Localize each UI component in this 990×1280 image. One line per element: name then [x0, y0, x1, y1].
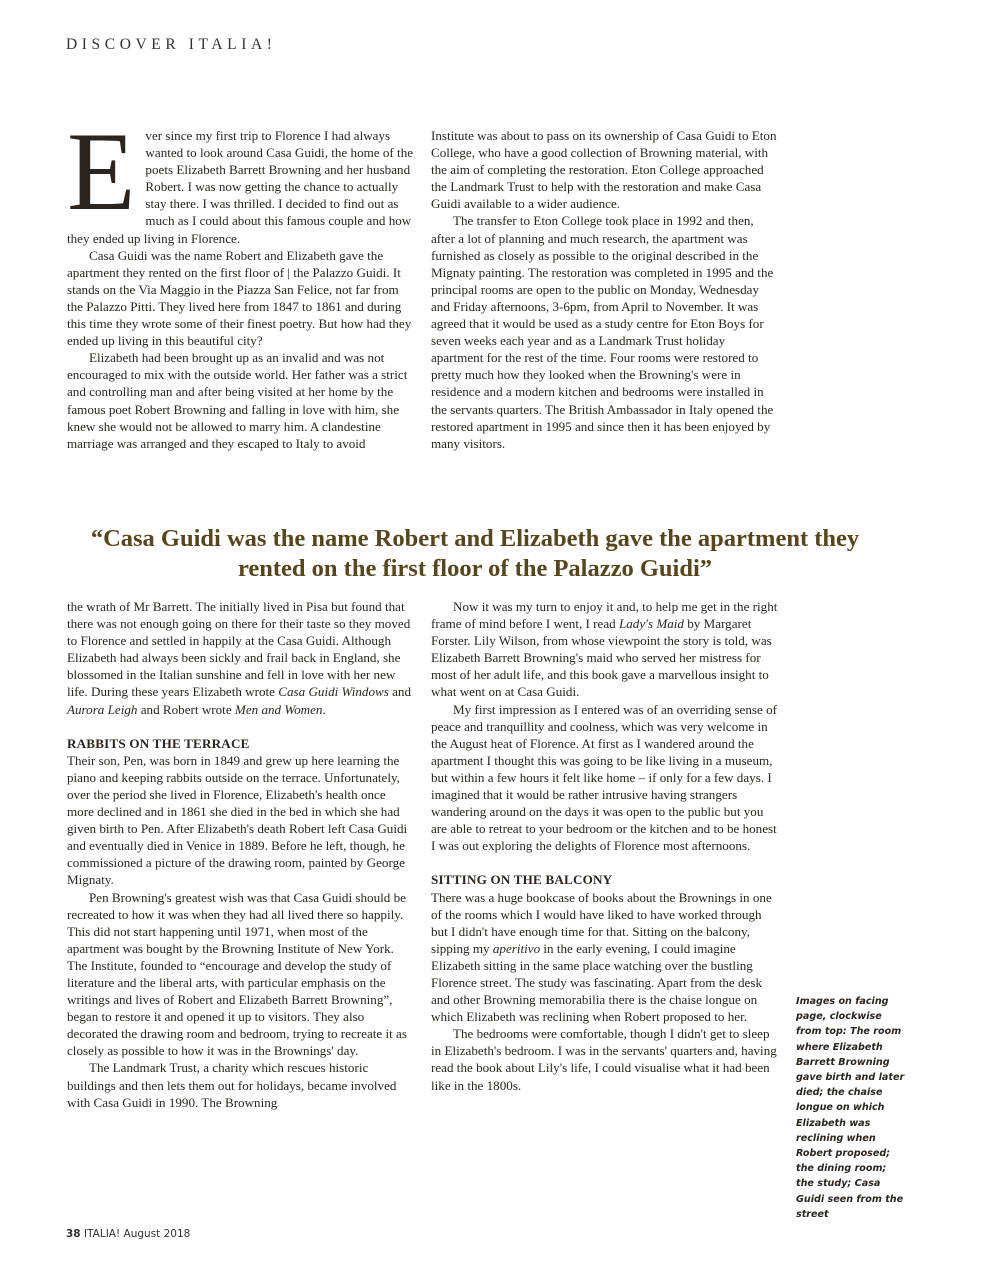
paragraph-text: the wrath of Mr Barrett. The initially lived in Pisa but found that there was not enough going on there for their taste so they moved to Florence and settled in happily at the Casa Guidi. Although Elizabeth had always been sickly and frail back in England, she blossomed in the Italian sunshine and fell in love with her new life. During these years Elizabeth wrote — [67, 599, 411, 700]
paragraph-text: ver since my first trip to Florence I had always wanted to look around Casa Guidi, the home of the poets Elizabeth Barrett Browning and her husband Robert. I was now getting the chance to actually stay there. I was thrilled. I decided to find out as much as I could about this famous couple and how they ended up living in Florence. — [67, 128, 414, 246]
column-3 — [67, 598, 415, 1111]
italic-word: aperitivo — [492, 940, 541, 956]
publication-info: ITALIA! August 2018 — [83, 1228, 191, 1240]
paragraph: My first impression as I entered was of an overriding sense of peace and tranquillity and coolness, which was very welcome in the August heat of Florence. At first as I wandered around the apartment I thought this was going to be like living in a museum, but within a few hours it felt like home – if only for a few days. I imagined that it would be rather intrusive having strangers wandering around on the days it was open to the public but you are able to retreat to your bedroom or the kitchen and to be honest I was out exploring the delights of Florence most afternoons. — [431, 701, 777, 854]
work-title: Aurora Leigh — [67, 701, 138, 717]
image-caption: Images on facing page, clockwise from top: The room where Elizabeth Barrett Browning gave birth and later died; the chaise longue on which Elizabeth was reclining when Robert proposed; the dining room; the study; Casa Guidi seen from the street — [796, 996, 905, 1220]
page-number: 38 — [66, 1228, 81, 1240]
pull-quote: “Casa Guidi was the name Robert and Elizabeth gave the apartment they rented on the first floor of the Palazzo Guidi” — [90, 525, 860, 582]
work-title: Casa Guidi Windows — [278, 684, 389, 700]
paragraph — [431, 598, 779, 701]
page-footer — [66, 1228, 190, 1240]
paragraph-text: Now it was my turn to enjoy it and, to help me get in the right frame of mind before I went, I read — [431, 599, 778, 632]
paragraph-text: There was a huge bookcase of books about the Brownings in one of the rooms which I would have liked to have worked through but I didn't have enough time for that. Sitting on the balcony, sipping my — [431, 889, 772, 956]
paragraph-text: by Margaret Forster. Lily Wilson, from whose viewpoint the story is told, was Elizabeth Barrett Browning's maid who served her mistress for most of her adult life, and this book gave a marvellous insight to what went on at Casa Guidi. — [431, 616, 772, 700]
drop-cap: E — [67, 110, 136, 234]
paragraph-text: in the early evening, I could imagine Elizabeth sitting in the same place watching over the bustling Florence street. The study was fascinating. Apart from the desk and other Browning memorabilia there is the chaise longue on which Elizabeth was reclining when Robert proposed to her. — [431, 940, 763, 1025]
paragraph: Pen Browning's greatest wish was that Casa Guidi should be recreated to how it was when they had all lived there so happily. This did not start happening until 1971, when most of the apartment was bought by the Browning Institute of New York. The Institute, founded to “encourage and develop the study of literature and the liberal arts, with particular emphasis on the writings and lives of Robert and Elizabeth Barrett Browning”, began to restore it and opened it up to visitors. They also decorated the drawing room and bedroom, trying to recreate it as closely as possible to how it was in the Brownings' day. — [67, 889, 407, 1059]
paragraph: The bedrooms were comfortable, though I didn't get to sleep in Elizabeth's bedroom. I was in the servants' quarters and, having read the book about Lily's life, I could visualise what it had been like in the 1800s. — [431, 1026, 777, 1093]
paragraph-text: and Robert wrote — [137, 701, 235, 717]
paragraph-text: and — [388, 684, 412, 700]
paragraph: Institute was about to pass on its ownership of Casa Guidi to Eton College, who have a good collection of Browning material, with the aim of completing the restoration. Eton College approached the Landmark Trust to help with the restoration and make Casa Guidi available to a wider audience. — [431, 128, 777, 212]
column-2 — [431, 127, 779, 452]
paragraph: Their son, Pen, was born in 1849 and grew up here learning the piano and keeping rabbits outside on the terrace. Unfortunately, over the period she lived in Florence, Elizabeth's health once more declined and in 1861 she died in the bed in which she had given birth to Pen. After Elizabeth's death Robert left Casa Guidi and eventually died in Venice in 1889. Before he left, though, he commissioned a picture of the drawing room, painted by George Mignaty. — [67, 752, 408, 888]
paragraph: The Landmark Trust, a charity which rescues historic buildings and then lets them out for holidays, became involved with Casa Guidi in 1990. The Browning — [67, 1060, 397, 1110]
paragraph: Elizabeth had been brought up as an invalid and was not encouraged to mix with the outside world. Her father was a strict and controlling man and after being visited at her home by the famous poet Robert Browning and falling in love with him, she knew she would not be allowed to marry him. A clandestine marriage was arranged and they escaped to Italy to avoid — [67, 350, 408, 451]
column-1 — [67, 110, 415, 452]
column-4 — [431, 598, 779, 1094]
paragraph — [67, 110, 415, 247]
book-title: Lady's Maid — [618, 616, 684, 632]
subheading: SITTING ON THE BALCONY — [431, 872, 613, 888]
paragraph: Casa Guidi was the name Robert and Elizabeth gave the apartment they rented on the first floor of | the Palazzo Guidi. It stands on the Via Maggio in the Piazza San Felice, not far from the Palazzo Pitti. They lived here from 1847 to 1861 and during this time they wrote some of their finest poetry. But how had they ended up living in this beautiful city? — [67, 247, 412, 349]
paragraph: The transfer to Eton College took place in 1992 and then, after a lot of planning and much research, the apartment was furnished as closely as possible to the original described in the Mignaty painting. The restoration was completed in 1995 and the principal rooms are open to the public on Monday, Wednesday and Friday afternoons, 3-6pm, from April to November. It was agreed that it would be used as a study centre for Eton Boys for seven weeks each year and as a Landmark Trust holiday apartment for the rest of the time. Four rooms were restored to pretty much how they looked when the Browning's were in residence and a modern kitchen and bedrooms were installed in the servants quarters. The British Ambassador in Italy opened the restored apartment in 1995 and since then it has been enjoyed by many visitors. — [431, 213, 774, 451]
section-header: DISCOVER ITALIA! — [66, 36, 277, 53]
work-title: Men and Women — [234, 701, 323, 717]
paragraph — [67, 598, 415, 718]
subheading: RABBITS ON THE TERRACE — [67, 735, 250, 751]
paragraph-text: . — [322, 701, 326, 717]
paragraph — [431, 889, 779, 1026]
